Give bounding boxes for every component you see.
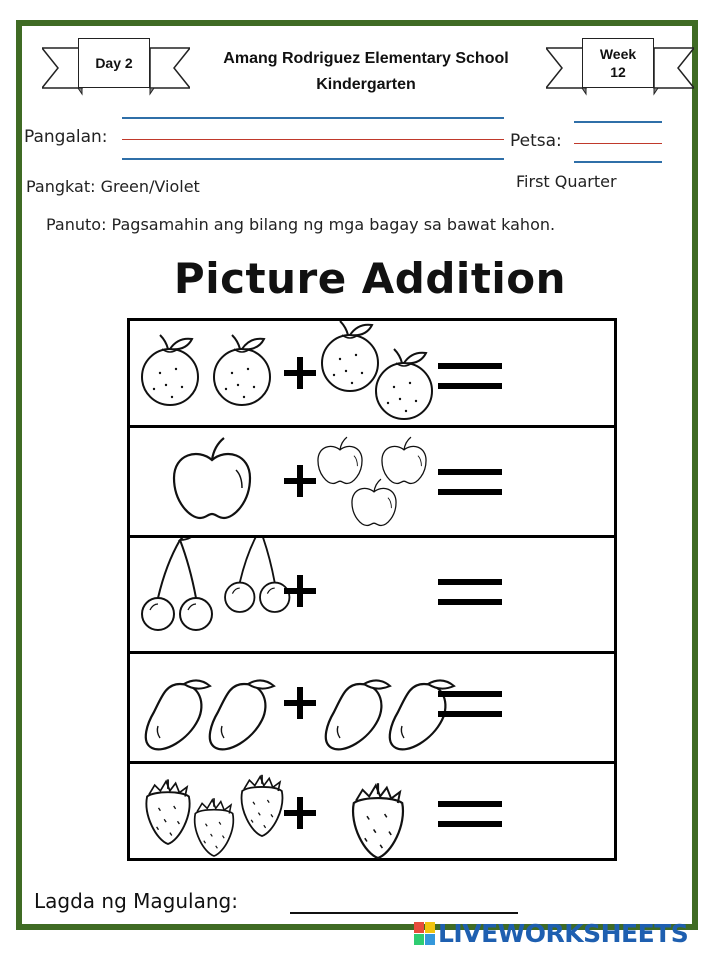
instructions: Panuto: Pagsamahin ang bilang ng mga bagay sa bawat kahon. bbox=[46, 215, 556, 234]
week-label: Week bbox=[599, 46, 637, 62]
school-header bbox=[196, 46, 536, 98]
day-label: Day 2 bbox=[78, 38, 150, 88]
name-label: Pangalan: bbox=[24, 127, 108, 147]
logo-mark-icon bbox=[414, 922, 435, 945]
day-banner bbox=[42, 36, 190, 96]
plus-icon bbox=[282, 573, 318, 609]
strawberry-icon bbox=[242, 775, 283, 836]
equals-icon bbox=[438, 467, 502, 497]
answer-field-mangoes[interactable] bbox=[514, 667, 610, 743]
apple-icon bbox=[352, 479, 396, 525]
signature-label: Lagda ng Magulang: bbox=[34, 889, 238, 913]
plus-icon bbox=[282, 355, 318, 391]
orange-icon bbox=[322, 321, 378, 391]
date-label: Petsa: bbox=[510, 131, 562, 151]
brand-name: LIVEWORKSHEETS bbox=[438, 919, 689, 948]
strawberry-icon bbox=[195, 798, 234, 856]
week-tag bbox=[582, 38, 654, 88]
answer-field-apples[interactable] bbox=[514, 445, 610, 521]
quarter-label: First Quarter bbox=[516, 172, 617, 191]
plus-icon bbox=[282, 685, 318, 721]
date-line-bottom bbox=[574, 161, 662, 163]
group-value: Green/Violet bbox=[100, 177, 200, 196]
group-label: Pangkat: bbox=[26, 177, 96, 196]
grade-level: Kindergarten bbox=[316, 76, 416, 93]
week-banner bbox=[546, 36, 694, 96]
cherries-icon bbox=[225, 538, 289, 612]
equals-icon bbox=[438, 799, 502, 829]
strawberry-icon bbox=[146, 779, 189, 844]
equals-icon bbox=[438, 689, 502, 719]
signature-field[interactable] bbox=[290, 912, 518, 914]
mango-icon bbox=[146, 680, 210, 749]
worksheet-title: Picture Addition bbox=[173, 254, 567, 303]
orange-icon bbox=[214, 335, 270, 405]
apple-icon bbox=[382, 437, 426, 483]
liveworksheets-logo bbox=[414, 919, 688, 948]
orange-icon bbox=[142, 335, 198, 405]
date-field[interactable] bbox=[574, 143, 662, 144]
plus-icon bbox=[282, 463, 318, 499]
orange-icon bbox=[376, 349, 432, 419]
answer-field-strawberries[interactable] bbox=[514, 777, 610, 853]
name-field[interactable] bbox=[122, 139, 504, 140]
equals-icon bbox=[438, 577, 502, 607]
school-name: Amang Rodriguez Elementary School bbox=[223, 50, 509, 67]
group-row bbox=[26, 177, 200, 196]
name-line-top bbox=[122, 117, 504, 119]
plus-icon bbox=[282, 795, 318, 831]
week-number: 12 bbox=[610, 64, 626, 80]
name-line-bottom bbox=[122, 158, 504, 160]
apple-icon bbox=[318, 437, 362, 483]
answer-field-oranges[interactable] bbox=[514, 337, 610, 413]
problem-grid bbox=[127, 318, 617, 861]
apple-icon bbox=[174, 438, 250, 518]
date-line-top bbox=[574, 121, 662, 123]
equals-icon bbox=[438, 361, 502, 391]
cherries-icon bbox=[142, 538, 212, 630]
strawberry-icon bbox=[353, 783, 403, 858]
mango-icon bbox=[210, 680, 274, 749]
answer-field-cherries[interactable] bbox=[514, 555, 610, 631]
mango-icon bbox=[326, 680, 390, 749]
